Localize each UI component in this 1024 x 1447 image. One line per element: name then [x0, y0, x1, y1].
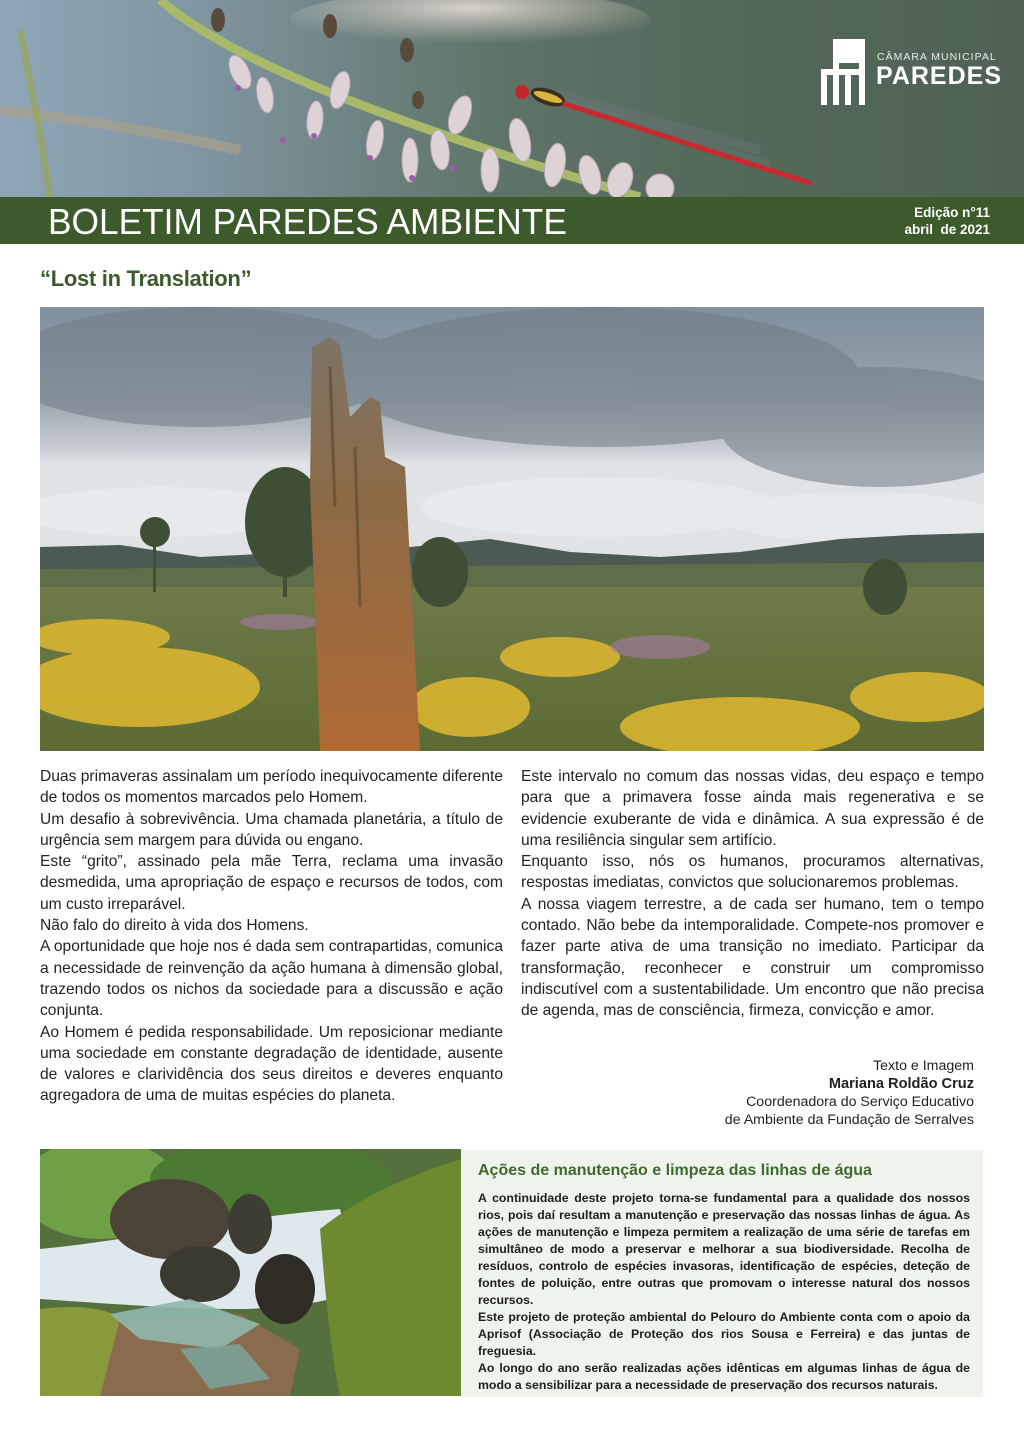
- info-paragraph: Este projeto de proteção ambiental do Pelouro do Ambiente conta com o apoio da Aprisof (Associação de Proteção dos rios Sousa e Ferreira) e das juntas de freguesia.: [478, 1310, 970, 1358]
- article-column-right: [521, 766, 984, 1022]
- article-column-left: [40, 766, 503, 1107]
- article-paragraph: Enquanto isso, nós os humanos, procuramos alternativas, respostas imediatas, convictos que solucionaremos problemas.: [521, 853, 984, 892]
- article-credit: [725, 1057, 974, 1129]
- article-title: “Lost in Translation”: [40, 266, 252, 291]
- logo-title: PAREDES: [876, 62, 1003, 90]
- article-paragraph: Duas primaveras assinalam um período inequivocamente diferente de todos os momentos marcados pelo Homem.: [40, 768, 503, 807]
- article-paragraph: Não falo do direito à vida dos Homens.: [40, 917, 309, 935]
- credit-label: Texto e Imagem: [873, 1058, 974, 1074]
- edition-number: Edição n°11: [914, 205, 990, 220]
- article-paragraph: Um desafio à sobrevivência. Uma chamada planetária, a título de urgência sem margem para dúvida ou engano.: [40, 810, 503, 849]
- camara-municipal-logo-icon: [821, 37, 871, 107]
- article-paragraph: Este intervalo no comum das nossas vidas, deu espaço e tempo para que a primavera fosse ainda mais regenerativa e se evidencie exuberante de vida e dinâmica. A sua expressão é de uma resiliência singular sem artifício.: [521, 768, 984, 849]
- landscape-illustration: [40, 307, 984, 751]
- hero-image: [0, 0, 1024, 197]
- river-illustration: [40, 1149, 461, 1396]
- article-paragraph: A oportunidade que hoje nos é dada sem contrapartidas, comunica a necessidade de reinvenção da ação humana à dimensão global, trazendo todos os nichos da sociedade para a discussão e ação conjunta.: [40, 938, 503, 1020]
- author-name: Mariana Roldão Cruz: [828, 1076, 974, 1092]
- article-paragraph: Este “grito”, assinado pela mãe Terra, reclama uma invasão desmedida, uma apropriação de espaço e recursos de todos, com um custo irreparável.: [40, 853, 503, 913]
- info-box-text: [478, 1190, 970, 1394]
- newsletter-title-band: [0, 197, 1024, 244]
- main-article-photo: [40, 307, 984, 751]
- edition-info: [904, 204, 990, 238]
- camara-municipal-logo[interactable]: [821, 37, 1001, 107]
- info-box-title: Ações de manutenção e limpeza das linhas de água: [478, 1162, 872, 1179]
- newsletter-title: BOLETIM PAREDES AMBIENTE: [48, 201, 567, 242]
- river-cleanup-info-box: [461, 1150, 983, 1397]
- author-organization: de Ambiente da Fundação de Serralves: [724, 1112, 974, 1128]
- article-paragraph: Ao Homem é pedida responsabilidade. Um reposicionar mediante uma sociedade em constante degradação de identidade, ausente de valores e clarividência dos seus direitos e deveres enquanto agregadora de uma de muitas espécies do planeta.: [40, 1023, 503, 1105]
- logo-subtitle: CÂMARA MUNICIPAL: [877, 51, 997, 63]
- info-paragraph: Ao longo do ano serão realizadas ações idênticas em algumas linhas de água de modo a sensibilizar para a necessidade de preservação dos recursos naturais.: [478, 1361, 970, 1392]
- info-paragraph: A continuidade deste projeto torna-se fundamental para a qualidade dos nossos rios, pois daí resultam a manutenção e preservação das nossas linhas de água. As ações de manutenção e limpeza permitem a realização de uma série de tarefas em simultâneo de modo a preservar e melhorar a sua biodiversidade. Recolha de resíduos, controlo de espécies invasoras, identificação de espécies, deteção de fontes de poluição, entre outras que promovam o interesse natural dos nossos recursos.: [478, 1191, 970, 1307]
- author-role: Coordenadora do Serviço Educativo: [746, 1094, 974, 1110]
- edition-date: abril de 2021: [904, 222, 990, 237]
- river-cleanup-photo: [40, 1149, 461, 1396]
- article-paragraph: A nossa viagem terrestre, a de cada ser humano, tem o tempo contado. Não bebe da intemporalidade. Compete-nos promover e fazer parte ativa de uma transição no imediato. Participar da transformação, reconhecer e construir um compromisso indiscutível com a sustentabilidade. Um encontro que não precisa de agenda, mas de consciência, firmeza, convicção e amor.: [521, 895, 984, 1020]
